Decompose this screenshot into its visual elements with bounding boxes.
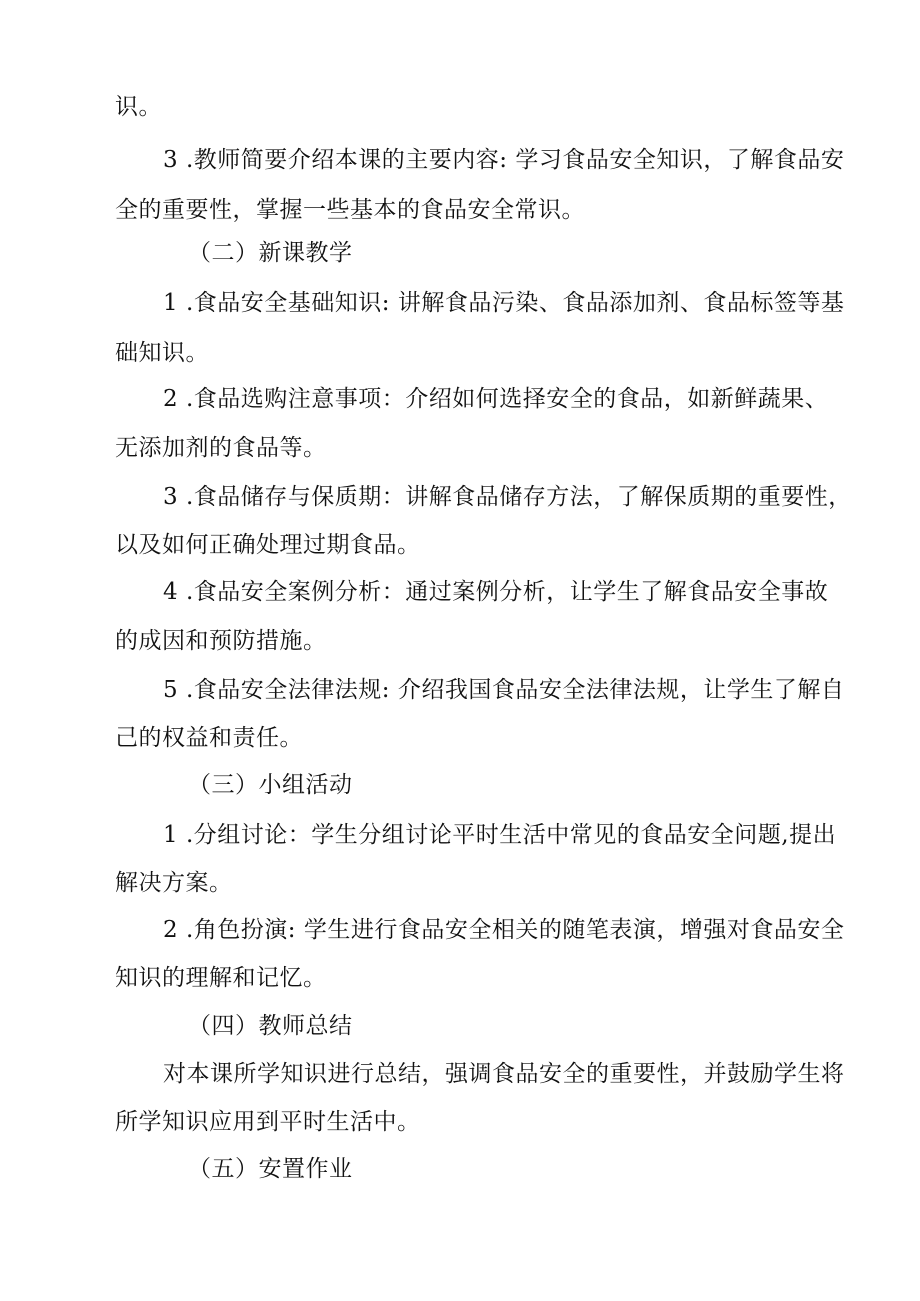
text-line: 2 .食品选购注意事项：介绍如何选择安全的食品，如新鲜蔬果、 <box>163 386 829 412</box>
text-line: 1 .食品安全基础知识: 讲解食品污染、食品添加剂、食品标签等基 <box>163 290 845 316</box>
text-line: 以及如何正确处理过期食品。 <box>115 532 421 558</box>
text-line: 所学知识应用到平时生活中。 <box>115 1109 421 1135</box>
text-line: 1 .分组讨论：学生分组讨论平时生活中常见的食品安全问题,提出 <box>163 822 837 848</box>
text-line: 对本课所学知识进行总结，强调食品安全的重要性，并鼓励学生将 <box>163 1061 845 1087</box>
text-line: 识。 <box>115 94 162 120</box>
text-line: 2 .角色扮演: 学生进行食品安全相关的随笔表演，增强对食品安全 <box>163 917 845 943</box>
text-line: 己的权益和责任。 <box>115 725 303 751</box>
text-line: 3 .教师简要介绍本课的主要内容: 学习食品安全知识，了解食品安 <box>163 147 845 173</box>
section-heading: （四）教师总结 <box>188 1013 353 1039</box>
text-line: 4 .食品安全案例分析：通过案例分析，让学生了解食品安全事故 <box>163 579 829 605</box>
text-line: 5 .食品安全法律法规: 介绍我国食品安全法律法规，让学生了解自 <box>163 677 845 703</box>
text-line: 解决方案。 <box>115 870 233 896</box>
text-line: 无添加剂的食品等。 <box>115 435 327 461</box>
text-line: 础知识。 <box>115 340 209 366</box>
section-heading: （二）新课教学 <box>188 240 353 266</box>
text-line: 全的重要性，掌握一些基本的食品安全常识。 <box>115 197 585 223</box>
text-line: 3 .食品储存与保质期：讲解食品储存方法，了解保质期的重要性， <box>163 484 852 510</box>
section-heading: （三）小组活动 <box>188 772 353 798</box>
section-heading: （五）安置作业 <box>188 1156 353 1182</box>
text-line: 知识的理解和记忆。 <box>115 965 327 991</box>
text-line: 的成因和预防措施。 <box>115 628 327 654</box>
